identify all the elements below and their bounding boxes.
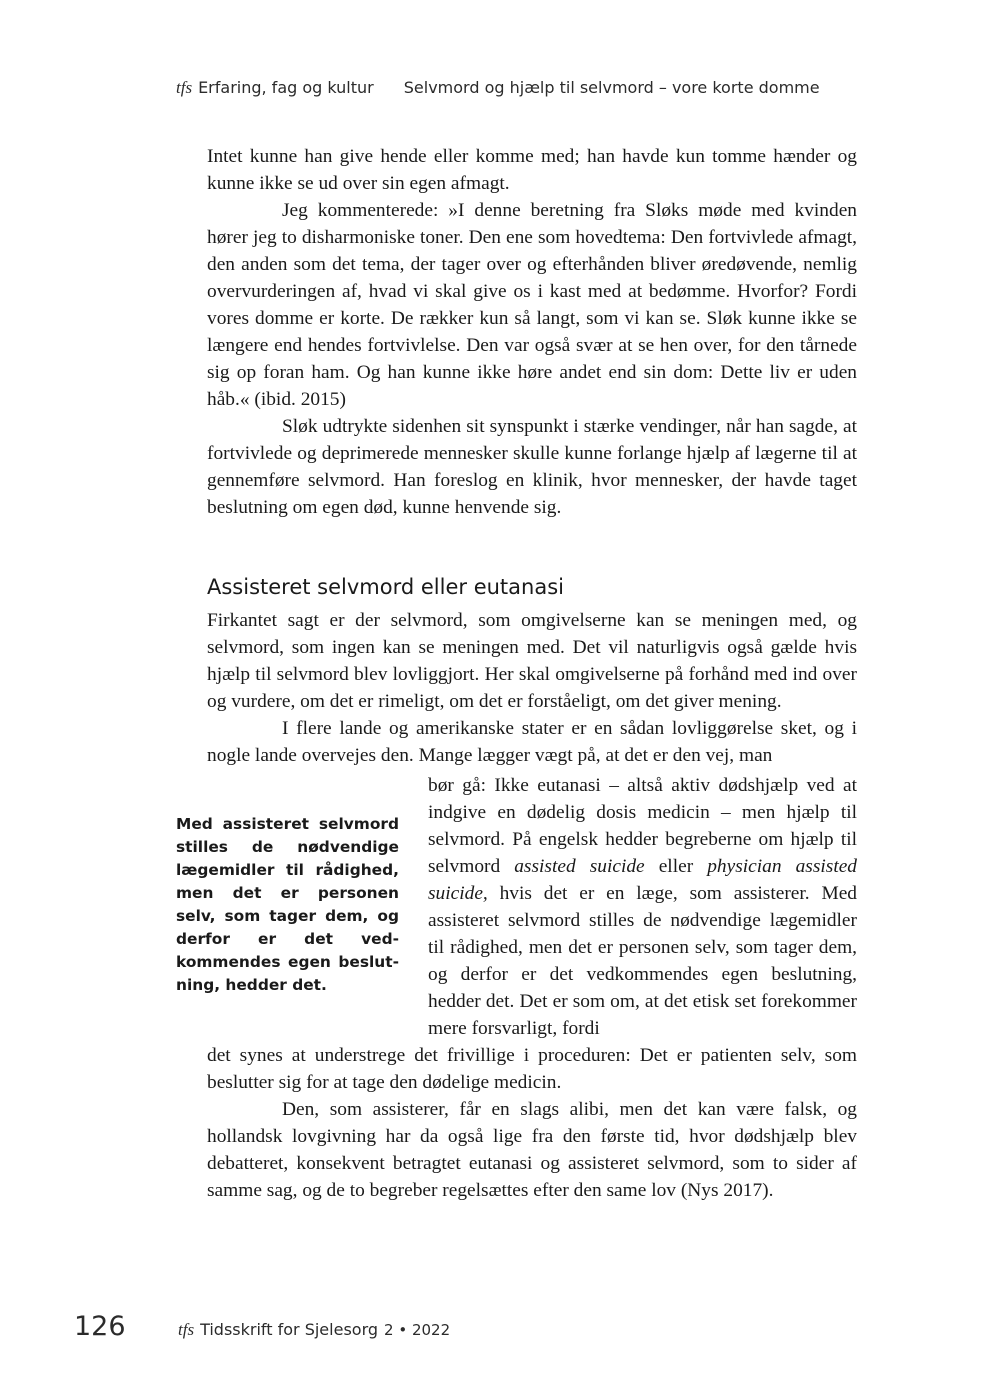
wrapped-paragraph [428, 772, 857, 1042]
journal-title: Tidsskrift for Sjelesorg [200, 1320, 379, 1339]
running-header [176, 78, 820, 98]
page-number: 126 [74, 1311, 126, 1342]
paragraph: det synes at understrege det frivillige i proceduren: Det er patienten selv, som beslutter sig for at tage den dødelige medicin. [207, 1045, 857, 1093]
text-run: hvis det er en læge, som assisterer. Med assisteret selvmord stilles de nødvendige lægemidler til rådighed, men det er personen selv, som tager dem, og derfor er det vedkommendes egen beslutning, hedder det. Det er som om, at det etisk set forekommer mere forsvarligt, fordi [428, 883, 857, 1039]
page-footer [74, 1311, 450, 1342]
paragraph: Intet kunne han give hende eller komme med; han havde kun tomme hænder og kunne ikke se ud over sin egen afmagt. [207, 146, 857, 194]
article-title: Selvmord og hjælp til selvmord – vore korte domme [403, 78, 820, 97]
journal-abbrev: tfs [176, 78, 193, 97]
paragraph: Jeg kommenterede: »I denne beretning fra Sløks møde med kvinden hører jeg to disharmoniske toner. Den ene som hovedtema: Den fortvivlede afmagt, den anden som det tema, der tager over og efterhånden bliver øredøvende, nemlig overvurderingen af, hvad vi skal give os i kast med at bedømme. Hvorfor? Fordi vores domme er korte. De rækker kun så langt, som vi kan se. Sløk kunne ikke se længere end hendes fortvivlelse. Den var også svær at se hen over, for den tårnede sig op foran ham. Og han kunne ikke høre andet end sin dom: Dette liv er uden håb.« (ibid. 2015) [207, 200, 857, 410]
text-run: bør gå: Ikke eutanasi – altså aktiv dødshjælp ved at indgive en dødelig dosis medicin – men hjælp til selvmord. På engelsk hedder begreberne om hjælp til selvmord [428, 775, 857, 877]
paragraph: I flere lande og amerikanske stater er en sådan lovliggørelse sket, og i nogle lande overvejes den. Mange lægger vægt på, at det er den vej, man [207, 718, 857, 766]
text-run: eller [644, 856, 708, 877]
paragraph: Sløk udtrykte sidenhen sit synspunkt i stærke vendinger, når han sagde, at fortvivlede og deprimerede mennesker skulle kunne forlange hjælp af lægerne til at gennemføre selvmord. Han foreslog en klinik, hvor mennesker, der havde taget beslutning om egen død, kunne henvende sig. [207, 416, 857, 518]
journal-abbrev: tfs [178, 1320, 195, 1339]
italic-term: assisted suicide [514, 856, 645, 877]
pull-quote: Med assisteret selvmord stilles de nødvendige lægemidler til rådighed, men det er personen selv, som tager dem, og derfor er det vedkommendes egen beslutning, hedder det. [176, 815, 399, 994]
section-heading: Assisteret selvmord eller eutanasi [207, 575, 564, 599]
body-block-2 [207, 607, 857, 769]
paragraph: Den, som assisterer, får en slags alibi, men det kan være falsk, og hollandsk lovgivning har da også lige fra den første tid, hvor dødshjælp blev debatteret, konsekvent betragtet eutanasi og assisteret selvmord, som to sider af samme sag, og de to begreber regelsættes efter den same lov (Nys 2017). [207, 1099, 857, 1201]
section-name: Erfaring, fag og kultur [198, 78, 374, 97]
body-block-1 [207, 143, 857, 521]
paragraph: Firkantet sagt er der selvmord, som omgivelserne kan se meningen med, og selvmord, som ingen kan se meningen med. Det vil naturligvis også gælde hvis hjælp til selvmord blev lovliggjort. Her skal omgivelserne på forhånd med ind over og vurdere, om det er rimeligt, om det er forståeligt, om det giver mening. [207, 610, 857, 712]
body-block-3 [207, 1042, 857, 1204]
issue-number: 2 • 2022 [384, 1321, 451, 1339]
italic-term: physician assisted suicide, [428, 856, 858, 904]
